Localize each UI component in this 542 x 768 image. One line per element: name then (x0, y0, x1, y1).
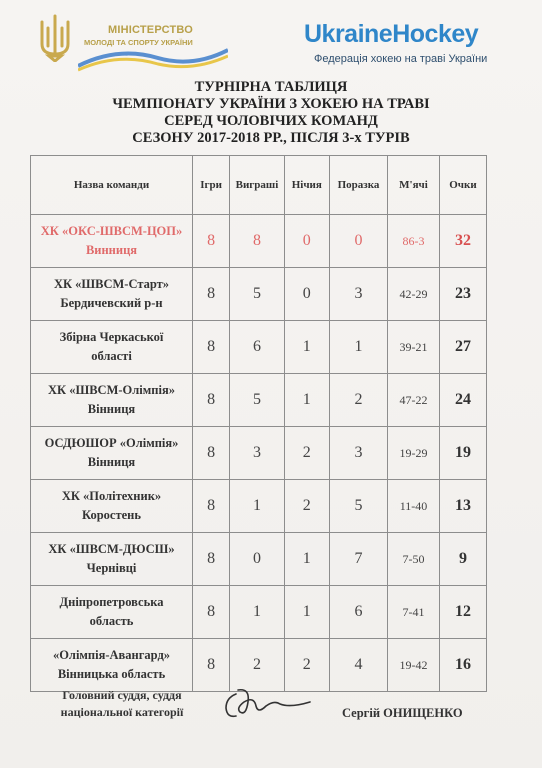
wins-cell: 2 (230, 639, 284, 692)
draws-cell: 1 (284, 374, 329, 427)
games-cell: 8 (193, 427, 230, 480)
losses-cell: 0 (329, 215, 387, 268)
team-name-cell (31, 427, 193, 480)
team-name: Збірна Черкаської (59, 330, 164, 344)
standings-table (30, 155, 487, 692)
table-row (31, 480, 487, 533)
wins-cell: 5 (230, 268, 284, 321)
points-cell: 23 (439, 268, 486, 321)
draws-cell: 2 (284, 427, 329, 480)
team-city: Чернівці (86, 561, 137, 575)
losses-cell: 7 (329, 533, 387, 586)
table-row (31, 321, 487, 374)
games-cell: 8 (193, 480, 230, 533)
judge-title (42, 687, 202, 721)
losses-cell: 4 (329, 639, 387, 692)
games-cell: 8 (193, 374, 230, 427)
team-city: області (91, 349, 132, 363)
draws-cell: 2 (284, 480, 329, 533)
header-wins: Виграші (230, 156, 284, 215)
team-name: Дніпропетровська (59, 595, 164, 609)
header-draws: Нічия (284, 156, 329, 215)
draws-cell: 1 (284, 321, 329, 374)
losses-cell: 1 (329, 321, 387, 374)
team-city: область (89, 614, 134, 628)
points-cell: 13 (439, 480, 486, 533)
points-cell: 24 (439, 374, 486, 427)
table-row (31, 427, 487, 480)
team-name: ХК «Політехник» (61, 489, 162, 503)
team-name: ХК «ШВСМ-Олімпія» (48, 383, 175, 397)
header-points: Очки (439, 156, 486, 215)
table-row (31, 586, 487, 639)
goals-cell: 19-42 (388, 639, 440, 692)
losses-cell: 6 (329, 586, 387, 639)
team-city: Бердичевский р-н (60, 296, 163, 310)
draws-cell: 0 (284, 268, 329, 321)
goals-cell: 7-41 (388, 586, 440, 639)
team-name-cell (31, 321, 193, 374)
table-row (31, 268, 487, 321)
team-city: Винниця (85, 243, 138, 257)
table-header-row (31, 156, 487, 215)
wins-cell: 6 (230, 321, 284, 374)
judge-title-line-2: національної категорії (60, 705, 184, 719)
losses-cell: 5 (329, 480, 387, 533)
ministry-ribbon-icon (78, 44, 228, 72)
signature-icon (218, 680, 318, 726)
team-name: ХК «ШВСМ-ДЮСШ» (48, 542, 175, 556)
points-cell: 12 (439, 586, 486, 639)
ministry-title: МІНІСТЕРСТВО (108, 24, 194, 36)
federation-subtitle: Федерація хокею на траві України (314, 53, 488, 65)
goals-cell: 86-3 (388, 215, 440, 268)
wins-cell: 1 (230, 586, 284, 639)
points-cell: 9 (439, 533, 486, 586)
losses-cell: 2 (329, 374, 387, 427)
goals-cell: 7-50 (388, 533, 440, 586)
title-line-2: ЧЕМПІОНАТУ УКРАЇНИ З ХОКЕЮ НА ТРАВІ (112, 96, 430, 112)
draws-cell: 0 (284, 215, 329, 268)
team-name-cell (31, 533, 193, 586)
games-cell: 8 (193, 268, 230, 321)
title-line-1: ТУРНІРНА ТАБЛИЦЯ (194, 79, 348, 95)
judge-name: Сергій ОНИЩЕНКО (342, 706, 463, 720)
wins-cell: 3 (230, 427, 284, 480)
federation-logo-text: UkraineHockey (304, 20, 479, 48)
header-losses: Поразка (329, 156, 387, 215)
losses-cell: 3 (329, 268, 387, 321)
team-name-cell (31, 586, 193, 639)
wins-cell: 5 (230, 374, 284, 427)
team-name: ХК «ШВСМ-Старт» (53, 277, 170, 291)
games-cell: 8 (193, 533, 230, 586)
team-name: ХК «ОКС-ШВСМ-ЦОП» (40, 224, 183, 238)
points-cell: 32 (439, 215, 486, 268)
team-city: Вінниця (87, 455, 136, 469)
trident-emblem-icon (32, 14, 78, 62)
games-cell: 8 (193, 321, 230, 374)
goals-cell: 39-21 (388, 321, 440, 374)
header-games: Ігри (193, 156, 230, 215)
goals-cell: 19-29 (388, 427, 440, 480)
points-cell: 27 (439, 321, 486, 374)
judge-title-line-1: Головний суддя, суддя (62, 688, 182, 702)
table-row (31, 374, 487, 427)
points-cell: 19 (439, 427, 486, 480)
title-line-4: СЕЗОНУ 2017-2018 РР., ПІСЛЯ 3-х ТУРІВ (132, 130, 410, 146)
federation-logo (304, 20, 520, 68)
table-row (31, 215, 487, 268)
draws-cell: 1 (284, 533, 329, 586)
header-goals: М'ячі (388, 156, 440, 215)
team-name-cell (31, 215, 193, 268)
goals-cell: 47-22 (388, 374, 440, 427)
wins-cell: 1 (230, 480, 284, 533)
team-city: Вінниця (87, 402, 136, 416)
goals-cell: 11-40 (388, 480, 440, 533)
games-cell: 8 (193, 639, 230, 692)
team-city: Вінницька область (57, 667, 166, 681)
ministry-subtitle: МОЛОДІ ТА СПОРТУ УКРАЇНИ (84, 38, 193, 47)
games-cell: 8 (193, 215, 230, 268)
draws-cell: 1 (284, 586, 329, 639)
draws-cell: 2 (284, 639, 329, 692)
title-line-3: СЕРЕД ЧОЛОВІЧИХ КОМАНД (164, 113, 378, 129)
points-cell: 16 (439, 639, 486, 692)
header-team: Назва команди (31, 156, 193, 215)
wins-cell: 8 (230, 215, 284, 268)
team-name-cell (31, 374, 193, 427)
games-cell: 8 (193, 586, 230, 639)
goals-cell: 42-29 (388, 268, 440, 321)
team-name-cell (31, 480, 193, 533)
table-row (31, 533, 487, 586)
team-city: Коростень (82, 508, 141, 522)
losses-cell: 3 (329, 427, 387, 480)
team-name-cell (31, 639, 193, 692)
team-name-cell (31, 268, 193, 321)
wins-cell: 0 (230, 533, 284, 586)
team-name: ОСДЮШОР «Олімпія» (44, 436, 179, 450)
team-name: «Олімпія-Авангард» (52, 648, 171, 662)
